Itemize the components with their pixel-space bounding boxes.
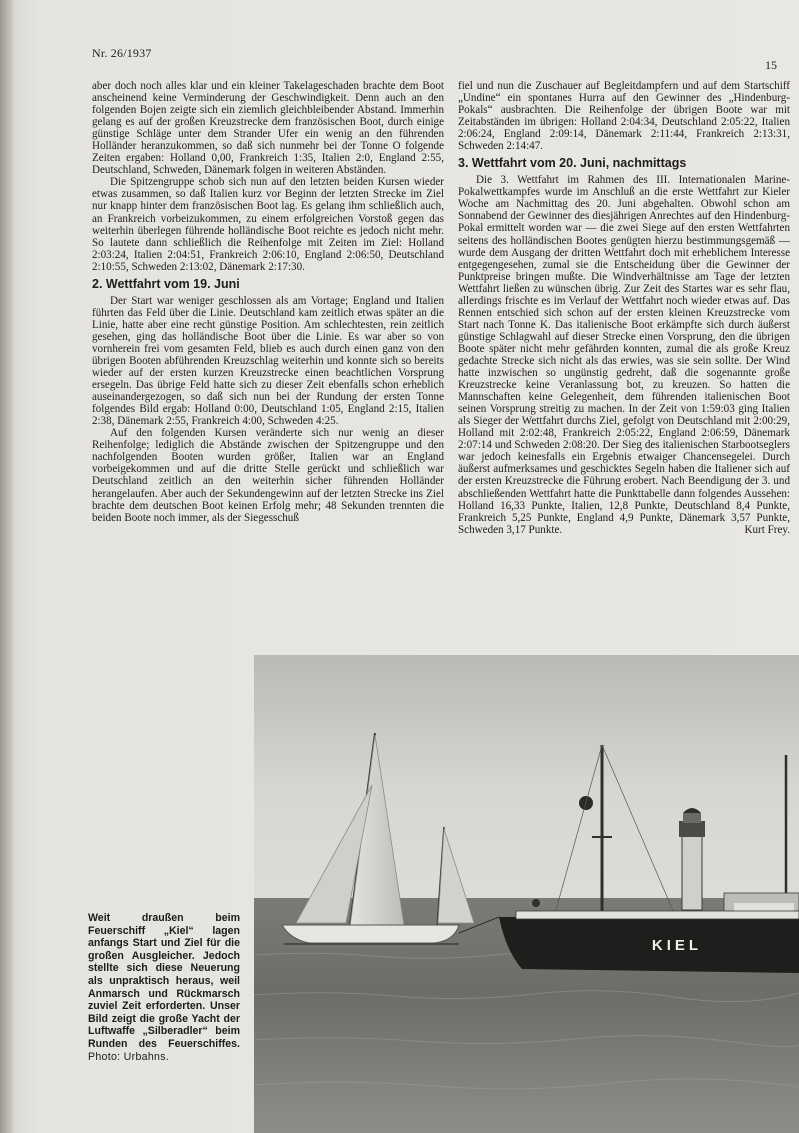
left-paragraph-1: aber doch noch alles klar und ein kleiner Takelageschaden brachte dem Boot anscheinend keine Verminderung der Geschwindigkeit. Denn auch an den folgenden Bojen zeigte sich ein ziemlich gleichbleibender Abstand. Immerhin gelang es auf der großen Kreuzstrecke dem französischen Boot, durch einige günstige Schläge unter dem Strander Ufer ein wenig an den führenden Holländer heranzukommen, so daß sich nunmehr bei der Tonne O folgende Zeiten ergaben: Holland 0,00, Frankreich 1:35, Italien 2:0, England 2:55, Deutschland, Schweden, Dänemark folgen in weiteren Abständen. (92, 80, 444, 177)
right-column (458, 80, 790, 536)
right-paragraph-2 (458, 174, 790, 535)
hull-lettering: KIEL (651, 937, 703, 954)
left-paragraph-3: Der Start war weniger geschlossen als am Vortage; England und Italien führten das Feld über die Linie. Deutschland kam zeitlich etwas später an die Linie, hatte aber eine recht günstige Position. Am schlechtesten, rein zeitlich gesehen, ging das holländische Boot über die Linie. Es war aber so von vornherein frei vom gesamten Feld, blieb es auch durch einen ganz von den übrigen Booten abführenden Kreuzschlag weiterhin und konnte sich so bereits wieder auf der ersten kurzen Kreuzstrecke einen beachtlichen Vorsprung ersegeln. Das übrige Feld hatte sich zu dieser Zeit ebenfalls schon erheblich auseinandergezogen, so daß sich nun bei der Rundung der ersten Tonne folgendes Bild ergab: Holland 0:00, Deutschland 1:05, England 2:15, Italien 2:38, Dänemark 2:55, Frankreich 4:00, Schweden 4:25. (92, 294, 444, 428)
binding-shadow (0, 0, 16, 1133)
photo-credit: Photo: Urbahns. (88, 1050, 170, 1063)
photo-caption (88, 912, 240, 1063)
photo-lightship-and-yacht (254, 655, 799, 1133)
page-number: 15 (765, 58, 777, 72)
section-heading-race-2: 2. Wettfahrt vom 19. Juni (92, 276, 240, 291)
author-signature: Kurt Frey. (744, 523, 790, 536)
left-paragraph-4: Auf den folgenden Kursen veränderte sich nur wenig an dieser Reihenfolge; lediglich die Abstände zwischen der Spitzengruppe und den nachfolgenden Booten wurden größer, Italien war an England vorbeigekommen und auf die dritte Stelle gerückt und schließlich war Deutschland zeitlich an den weiterhin sicher führenden Holländer herangelaufen. Aber auch der Sekundengewinn auf der letzten Strecke ins Ziel brachte dem deutschen Boot keinen Erfolg mehr; 48 Sekunden trennten die beiden Boote noch immer, als der Siegesschuß (92, 427, 444, 524)
left-column (92, 80, 444, 524)
yacht-hull (282, 925, 459, 943)
issue-number: Nr. 26/1937 (92, 46, 152, 60)
lightship-hull (499, 917, 799, 973)
photo-illustration (254, 655, 799, 1133)
left-paragraph-2: Die Spitzengruppe schob sich nun auf den letzten beiden Kursen wieder etwas zusammen, so daß Italien kurz vor Beginn der letzten Strecke im Ziel nur knapp hinter dem französischen Boot lag. Es gelang ihm schließlich auch, an Frankreich vorbeizukommen, zu einem erfolgreichen Vorstoß gegen das weiterhin überlegen führende holländische Boot reichte es jedoch nicht mehr. So lautete dann schließlich die Reihenfolge mit Zeiten im Ziel: Holland 2:03:24, Italien 2:04:51, Frankreich 2:06:10, England 2:06:50, Deutschland 2:10:55, Schweden 2:13:02, Dänemark 2:17:30. (92, 176, 444, 273)
section-heading-race-3: 3. Wettfahrt vom 20. Juni, nachmittags (458, 156, 687, 171)
right-paragraph-1: fiel und nun die Zuschauer auf Begleitdampfern und auf dem Startschiff „Undine“ ein spontanes Hurra auf den Gewinner des „Hindenburg-Pokals“ ausbrachten. Die Reihenfolge der übrigen Boote war mit Zeitabständen im übrigen: Holland 2:04:34, Deutschland 2:05:22, Italien 2:06:24, England 2:09:14, Dänemark 2:11:44, Frankreich 2:13:31, Schweden 2:14:47. (458, 80, 790, 153)
right-paragraph-2-text: Die 3. Wettfahrt im Rahmen des III. Internationalen Marine-Pokalwettkampfes wurde im Anschluß an die erste Wettfahrt zur Kieler Woche am Nachmittag des 20. Juni abgehalten. Obwohl schon am Sonnabend der Gewinner des diesjährigen Anrechtes auf den Hindenburg-Pokal ermittelt worden war — die zwei Siege auf den ersten Wettfahrten seitens des holländischen Bootes genügten hierzu bestimmungsgemäß — wurde dem Ausgang der dritten Wettfahrt doch mit erheblichem Interesse entgegengesehen, zumal sie die Entscheidung über die Gewinner der Punktpreise bringen mußte. Die Windverhältnisse am Tage der letzten Wettfahrt ließen zu wünschen übrig. Zur Zeit des Startes war es sehr flau, allerdings frischte es im Verlauf der Wettfahrt noch wieder etwas auf. Das Rennen entschied sich schon auf der ersten kleinen Kreuzstrecke vom Start nach Tonne K. Das italienische Boot erkämpfte sich durch äußerst günstige Schlagwahl auf dieser Strecke einen Vorsprung, den die übrigen Boote später nicht mehr gefährden konnten, zumal die als große Kreuz gedachte Strecke sich nicht als das erwies, was sie sein sollte. Der Wind hatte inzwischen so ungünstig gedreht, daß die sogenannte große Kreuzstrecke keine Veranlassung bot, zu kreuzen. So hatten die Mannschaften keine Gelegenheit, dem führenden italienischen Boot seinen Vorsprung streitig zu machen. In der Zeit von 1:59:03 ging Italien als Sieger der Wettfahrt durchs Ziel, gefolgt von Deutschland mit 2:00:29, Holland mit 2:02:48, Frankreich 2:05:22, England 2:06:59, Dänemark 2:07:14 und Schweden 2:08:20. Der Sieg des italienischen Starbootseglers war jedoch keinesfalls ein Ergebnis etwaiger Chancensegelei. Durch äußerst aufmerksames und geschicktes Segeln haben die Italiener sich auf der ersten Kreuzstrecke die Führung erobert. Nach Beendigung der 3. und abschließenden Wettfahrt hatte die Punkttabelle dann folgendes Aussehen: Holland 16,33 Punkte, Italien, 12,8 Punkte, Deutschland 8,4 Punkte, Frankreich 5,25 Punkte, England 4,9 Punkte, Dänemark 3,57 Punkte, Schweden 3,17 Punkte. (458, 174, 790, 536)
photo-caption-text: Weit draußen beim Feuerschiff „Kiel“ lagen anfangs Start und Ziel für die großen Ausgleicher. Jedoch stellte sich diese Neuerung als unpraktisch heraus, weil Anmarsch und Rückmarsch zuviel Zeit erforderten. Unser Bild zeigt die große Yacht der Luftwaffe „Silberadler“ beim Runden des Feuerschiffes. (88, 912, 240, 1050)
